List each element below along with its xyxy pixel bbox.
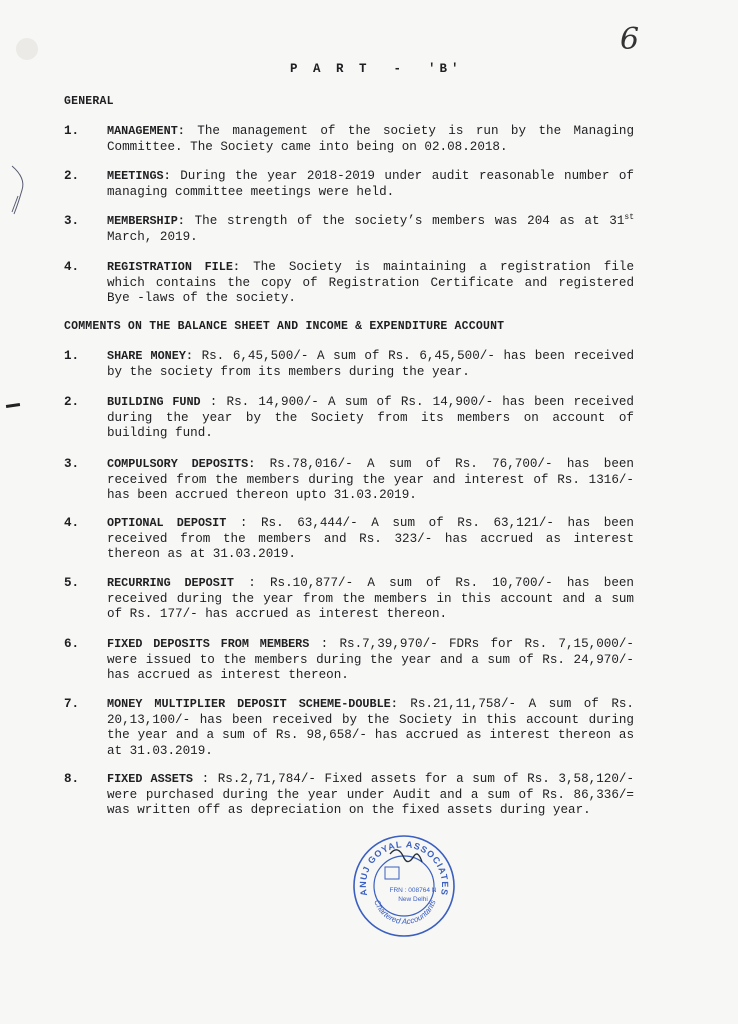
item-number: 8. [64,772,80,786]
item-text: During the year 2018-2019 under audit reasonable number of managing committee meetings were held. [107,169,634,199]
item-label: COMPULSORY DEPOSITS: [107,457,256,471]
item-text: : Rs.7,39,970/- FDRs for Rs. 7,15,000/- were issued to the members during the year and a sum of Rs. 24,970/- has accrued as interest thereon. [107,637,634,682]
page-number: 6 [620,22,640,57]
comment-item-optional-deposit [64,516,634,563]
punch-hole [16,38,38,60]
item-number: 2. [64,395,80,409]
item-text-2: March, 2019. [107,229,198,244]
item-label: MONEY MULTIPLIER DEPOSIT SCHEME-DOUBLE: [107,697,398,711]
auditor-stamp [352,834,456,938]
item-number: 4. [64,260,80,274]
item-superscript: st [624,212,634,222]
item-text: Rs. 6,45,500/- A sum of Rs. 6,45,500/- has been received by the society from its members during the year. [107,349,635,379]
general-item-membership [64,214,634,245]
stamp-frn: FRN : 008764 N [389,887,437,894]
item-text: Rs.21,11,758/- A sum of Rs. 20,13,100/- has been received by the Society in this account during the year and a sum of Rs. 98,658/- has accrued as interest thereon as at 31.03.2019. [107,697,634,758]
item-number: 4. [64,516,80,530]
item-label: MEETINGS: [107,169,171,183]
item-text: : Rs. 63,444/- A sum of Rs. 63,121/- has been received from the members and Rs. 323/- has accrued as interest thereon as at 31.03.2019. [107,516,634,561]
comment-item-share-money [64,349,634,380]
comment-item-fixed-assets [64,772,634,819]
item-text: Rs.78,016/- A sum of Rs. 76,700/- has been received from the members during the year and interest of Rs. 1316/- has been accrued thereon upto 31.03.2019. [107,457,634,502]
item-text: : Rs.10,877/- A sum of Rs. 10,700/- has been received during the year from the members in this account and a sum of Rs. 177/- has accrued as interest thereon. [107,576,634,621]
item-number: 6. [64,637,80,651]
item-label: MEMBERSHIP: [107,214,185,228]
part-title: P A R T - 'B' [290,62,463,76]
general-heading: GENERAL [64,95,114,108]
general-item-management [64,124,634,155]
item-text: The management of the society is run by the Managing Committee. The Society came into being on 02.08.2018. [107,124,634,154]
general-item-registration-file [64,260,634,307]
item-number: 1. [64,124,80,138]
margin-pen-mark [4,160,44,220]
item-text: : Rs. 14,900/- A sum of Rs. 14,900/- has been received during the year by the Society from its members on account of building fund. [107,395,634,440]
item-label: RECURRING DEPOSIT [107,576,235,590]
comment-item-fixed-deposits [64,637,634,684]
general-item-meetings [64,169,634,200]
item-label: FIXED ASSETS [107,772,193,786]
item-text: The strength of the society’s members was 204 as at 31 [184,214,625,228]
item-number: 3. [64,457,80,471]
item-number: 7. [64,697,80,711]
comment-item-recurring-deposit [64,576,634,623]
item-number: 3. [64,214,80,228]
comment-item-building-fund [64,395,634,442]
comment-item-compulsory-deposits [64,457,634,504]
item-label: SHARE MONEY: [107,349,193,363]
stamp-bottom-text: Chartered Accountants [372,898,438,927]
item-label: MANAGEMENT: [107,124,185,138]
item-text: : Rs.2,71,784/- Fixed assets for a sum of Rs. 3,58,120/- were purchased during the year under Audit and a sum of Rs. 86,336/= was written off as depreciation on the fixed assets during year. [107,772,635,817]
stamp-city: New Delhi [398,896,428,903]
stamp-ring-text: ANUJ GOYAL ASSOCIATES [357,839,451,897]
item-number: 2. [64,169,80,183]
item-text: The Society is maintaining a registration file which contains the copy of Registration Certificate and registered Bye -laws of the society. [107,260,635,305]
comment-item-money-multiplier [64,697,634,759]
stamp-logo-box [385,867,399,879]
item-label: FIXED DEPOSITS FROM MEMBERS [107,637,310,651]
item-label: OPTIONAL DEPOSIT [107,516,227,530]
margin-dash-mark [6,403,20,408]
item-label: BUILDING FUND [107,395,201,409]
item-number: 1. [64,349,80,363]
item-number: 5. [64,576,80,590]
comments-heading: COMMENTS ON THE BALANCE SHEET AND INCOME & EXPENDITURE ACCOUNT [64,320,505,333]
item-label: REGISTRATION FILE: [107,260,240,274]
